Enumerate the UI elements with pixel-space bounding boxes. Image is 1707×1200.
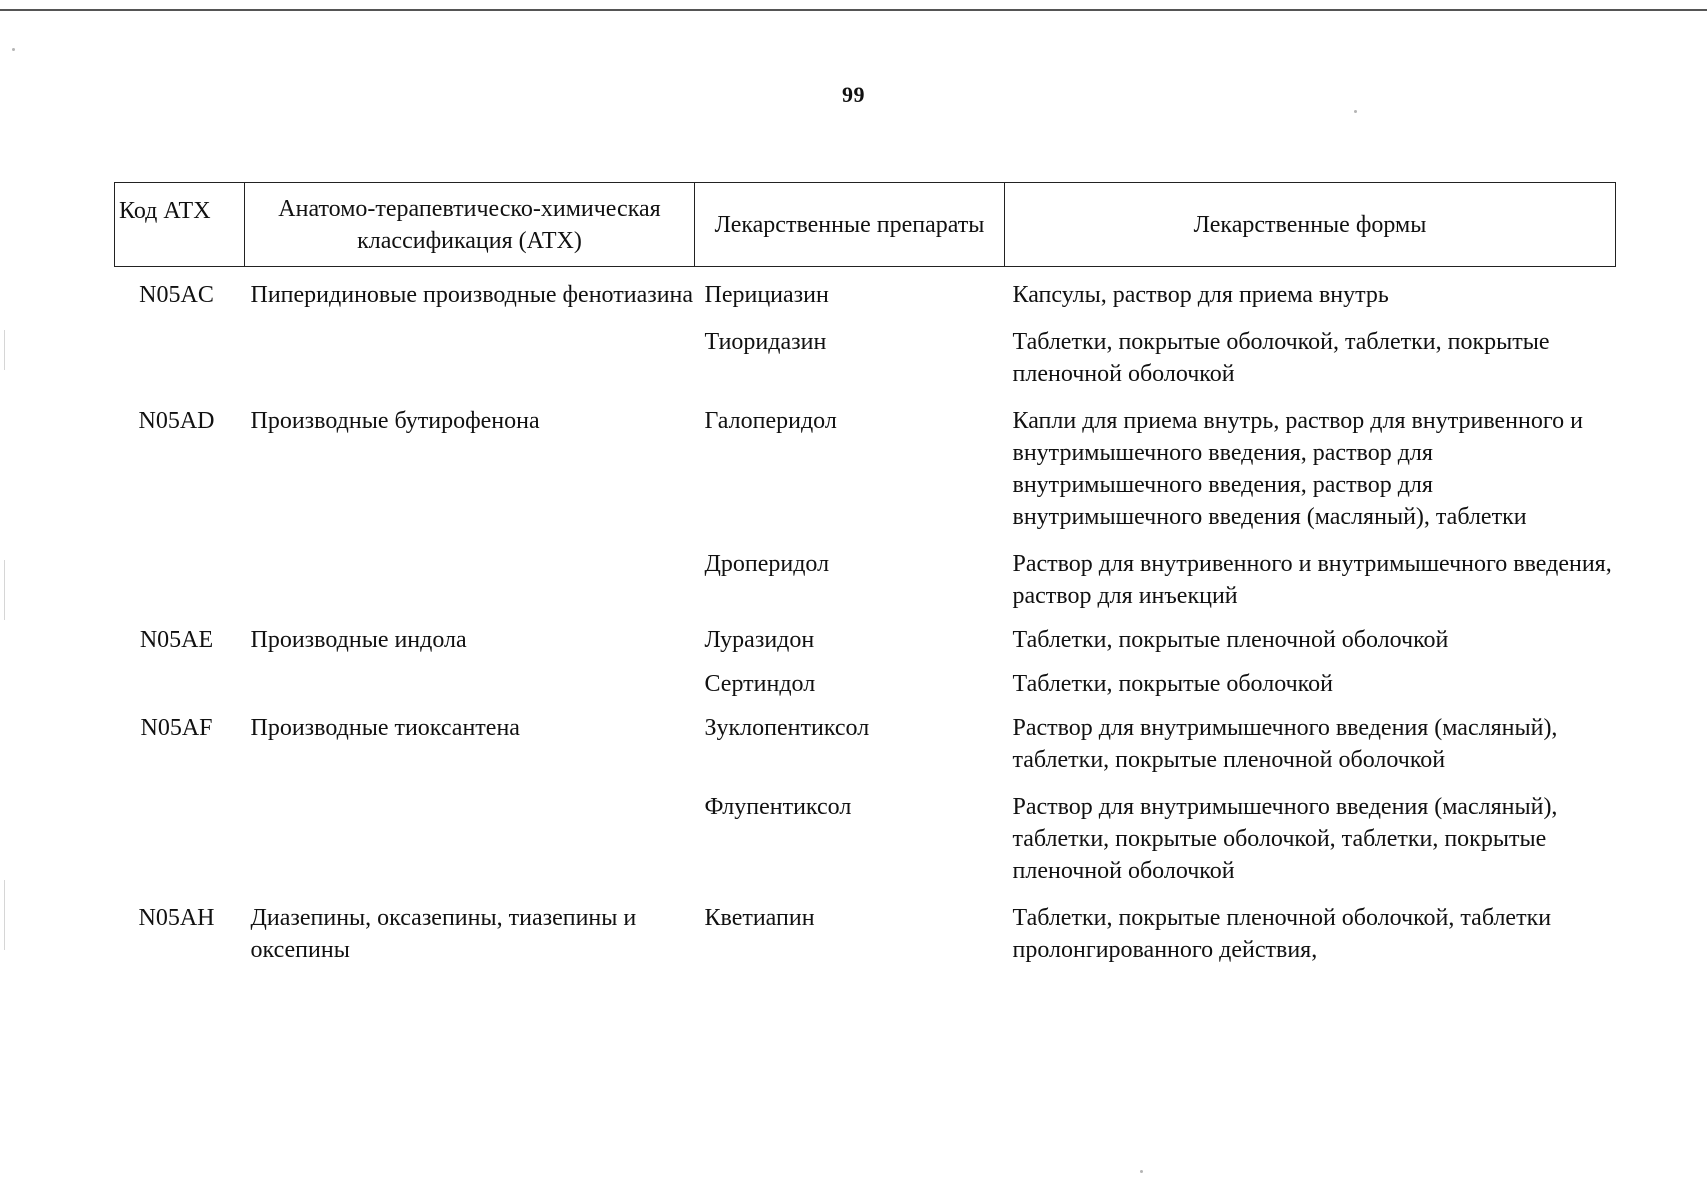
cell-forms: Таблетки, покрытые оболочкой — [1012, 671, 1333, 697]
table-header — [115, 183, 1616, 267]
cell-classification — [245, 791, 695, 902]
cell-code — [115, 668, 245, 712]
table-row — [115, 668, 1616, 712]
scan-edge-artifact — [4, 880, 5, 950]
cell-classification: Производные тиоксантена — [250, 715, 520, 741]
cell-forms: Раствор для внутривенного и внутримышечного введения, раствор для инъекций — [1012, 551, 1612, 609]
cell-forms: Таблетки, покрытые оболочкой, таблетки, покрытые пленочной оболочкой — [1012, 329, 1550, 387]
cell-forms: Раствор для внутримышечного введения (масляный), таблетки, покрытые пленочной оболочкой — [1012, 715, 1558, 773]
table-row — [115, 624, 1616, 668]
cell-classification: Пиперидиновые производные фенотиазина — [250, 282, 694, 308]
cell-classification: Производные бутирофенона — [250, 408, 540, 434]
cell-forms: Капли для приема внутрь, раствор для внутривенного и внутримышечного введения, раствор для внутримышечного введения, раствор для внутримышечного введения (масляный), таблетки — [1012, 408, 1583, 530]
cell-forms: Таблетки, покрытые пленочной оболочкой — [1012, 627, 1449, 653]
cell-classification — [245, 668, 695, 712]
header-row — [115, 183, 1616, 267]
table-row — [115, 712, 1616, 791]
cell-code — [115, 326, 245, 405]
scan-edge-artifact — [4, 330, 5, 370]
cell-code: N05AH — [138, 905, 215, 931]
header-classification: Анатомо-терапевтическо-химическая классификация (АТХ) — [245, 183, 695, 267]
cell-drug: Зуклопентиксол — [704, 715, 870, 741]
cell-drug: Дроперидол — [704, 551, 830, 577]
cell-code — [115, 548, 245, 624]
atx-drug-table — [114, 182, 1616, 978]
cell-drug: Луразидон — [704, 627, 815, 653]
header-forms: Лекарственные формы — [1005, 183, 1616, 267]
cell-drug: Сертиндол — [704, 671, 816, 697]
scan-edge-artifact — [4, 560, 5, 620]
cell-code: N05AC — [139, 282, 214, 308]
scan-speck — [1354, 110, 1357, 113]
page-number: 99 — [842, 82, 865, 107]
cell-code: N05AE — [139, 627, 214, 653]
cell-code: N05AD — [138, 408, 215, 434]
table-row — [115, 326, 1616, 405]
header-drugs: Лекарственные препараты — [695, 183, 1005, 267]
cell-forms: Капсулы, раствор для приема внутрь — [1012, 282, 1389, 308]
cell-classification — [245, 326, 695, 405]
cell-drug: Галоперидол — [704, 408, 837, 434]
cell-code — [115, 791, 245, 902]
table-row — [115, 548, 1616, 624]
scan-speck — [12, 48, 15, 51]
cell-classification: Диазепины, оксазепины, тиазепины и оксепины — [250, 905, 637, 963]
table-row — [115, 267, 1616, 327]
cell-drug: Перициазин — [704, 282, 829, 308]
cell-forms: Раствор для внутримышечного введения (масляный), таблетки, покрытые оболочкой, таблетки, покрытые пленочной оболочкой — [1012, 794, 1558, 884]
table-row — [115, 791, 1616, 902]
cell-forms: Таблетки, покрытые пленочной оболочкой, таблетки пролонгированного действия, — [1012, 905, 1552, 963]
page-top-border — [0, 0, 1707, 11]
header-code: Код АТХ — [115, 183, 245, 267]
cell-drug: Кветиапин — [704, 905, 815, 931]
cell-classification: Производные индола — [250, 627, 467, 653]
table-row — [115, 405, 1616, 548]
scan-speck — [1140, 1170, 1143, 1173]
cell-drug: Тиоридазин — [704, 329, 827, 355]
cell-classification — [245, 548, 695, 624]
table-row — [115, 902, 1616, 978]
table-body — [115, 267, 1616, 979]
cell-drug: Флупентиксол — [704, 794, 852, 820]
cell-code: N05AF — [140, 715, 213, 741]
